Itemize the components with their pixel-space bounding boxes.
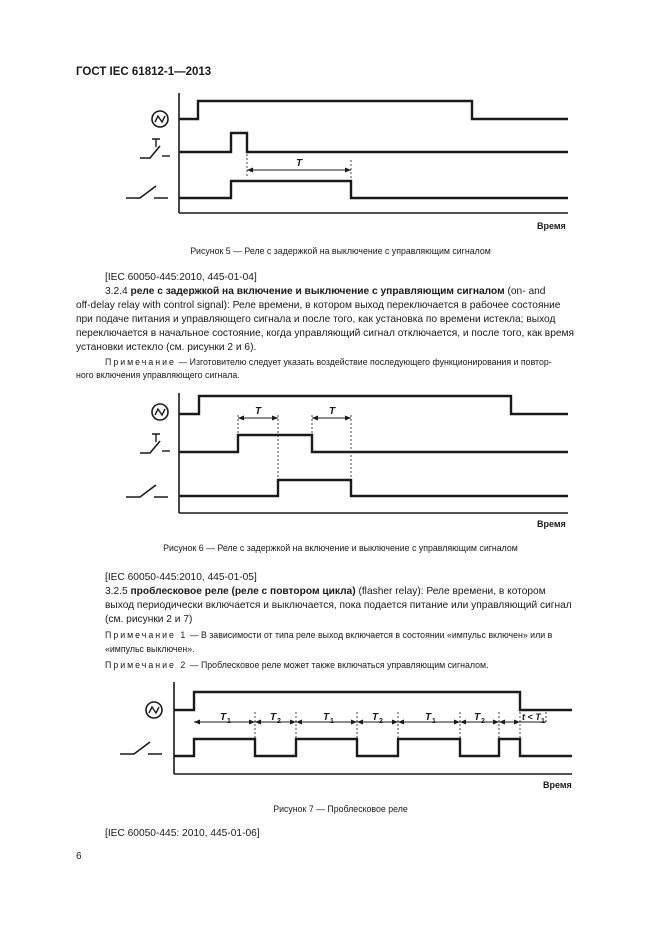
svg-text:1: 1	[330, 718, 334, 725]
note-2-label: Примечание 2	[105, 660, 188, 670]
section-324-line-3: при подаче питания и управляющего сигнала и после того, как установка по времени истекла; выход	[76, 314, 556, 325]
t2-label-2	[372, 712, 383, 725]
section-324-line-5: установки истекло (см. рисунки 2 и 6).	[76, 342, 257, 353]
section-324-number: 3.2.4	[105, 286, 128, 297]
output-waveform	[179, 480, 568, 496]
section-325-number: 3.2.5	[105, 586, 128, 597]
power-supply-icon	[152, 404, 168, 420]
figure-5-caption: Рисунок 5 — Реле с задержкой на выключение с управляющим сигналом	[190, 246, 491, 256]
svg-text:T: T	[220, 712, 227, 723]
svg-text:T: T	[270, 712, 277, 723]
control-switch-icon	[140, 139, 170, 158]
section-324-reference: [IEC 60050-445:2010, 445-01-04]	[105, 272, 257, 283]
figure-6-caption: Рисунок 6 — Реле с задержкой на включение и выключение с управляющим сигналом	[163, 543, 518, 553]
off-delay-label: T	[329, 406, 336, 417]
svg-text:T: T	[372, 712, 379, 723]
section-325-term: проблесковое реле (реле с повтором цикла)	[130, 586, 356, 597]
output-contact-icon	[126, 485, 168, 497]
section-325-note-1-line-2: «импульс выключен».	[105, 644, 195, 654]
output-waveform	[179, 181, 568, 198]
t1-label-1	[220, 712, 231, 725]
note-1-text: — В зависимости от типа реле выход включается в состоянии «импульс включен» или в	[189, 630, 553, 640]
svg-text:1: 1	[227, 718, 231, 725]
document-header: ГОСТ IEC 61812-1—2013	[76, 66, 212, 78]
section-325-reference: [IEC 60050-445:2010, 445-01-05]	[105, 572, 257, 583]
t1-label-2	[323, 712, 334, 725]
section-325-note-2	[105, 658, 489, 672]
control-waveform	[179, 133, 568, 152]
figure-7-caption: Рисунок 7 — Проблесковое реле	[273, 804, 408, 814]
svg-text:T: T	[425, 712, 432, 723]
t1-label-3	[425, 712, 436, 725]
on-delay-label: T	[255, 406, 262, 417]
svg-text:1: 1	[432, 718, 436, 725]
svg-text:t < T: t < T	[522, 712, 541, 722]
svg-text:2: 2	[481, 718, 485, 725]
figure-5-diagram	[0, 0, 661, 260]
section-324-first-line	[105, 284, 545, 299]
output-contact-icon	[126, 186, 168, 198]
svg-text:2: 2	[277, 718, 281, 725]
section-325-line-2: выход периодически включается и выключается, пока подается питание или управляющий сигнал	[105, 600, 572, 611]
time-axis-label: Время	[537, 221, 566, 231]
time-axis-label: Время	[537, 519, 566, 529]
note-text: — Изготовителю следует указать воздействие последующего функционирования и повтор-	[178, 357, 552, 367]
t2-label-3	[474, 712, 485, 725]
supply-waveform	[174, 692, 572, 710]
time-axis-label: Время	[543, 780, 572, 790]
section-325-note-1	[105, 628, 552, 642]
note-label: Примечание	[105, 357, 176, 367]
section-324-line-4: переключается в начальное состояние, когда управляющий сигнал отключается, и после того, как время	[76, 328, 575, 339]
svg-text:1: 1	[541, 718, 545, 725]
power-supply-icon	[146, 702, 162, 718]
last-interval-label	[522, 712, 545, 725]
section-325-first-line	[105, 584, 546, 599]
supply-waveform	[179, 396, 568, 414]
control-switch-icon	[140, 434, 170, 453]
t2-label-1	[270, 712, 281, 725]
supply-waveform	[179, 101, 568, 119]
control-waveform	[179, 435, 568, 452]
delay-interval-label: T	[296, 158, 303, 169]
section-325-english-start: (flasher relay): Реле времени, в котором	[358, 586, 546, 597]
section-324-note-line-2: ного включения управляющего сигнала.	[76, 370, 240, 380]
section-324-note	[105, 355, 552, 369]
final-reference: [IEC 60050-445: 2010, 445-01-06]	[105, 828, 260, 839]
section-324-english-start: (on- and	[507, 286, 546, 297]
section-324-term: реле с задержкой на включение и выключение с управляющим сигналом	[130, 286, 505, 297]
power-supply-icon	[152, 111, 168, 127]
svg-text:T: T	[474, 712, 481, 723]
flasher-output-waveform	[174, 739, 572, 756]
svg-text:2: 2	[379, 718, 383, 725]
svg-text:T: T	[323, 712, 330, 723]
page-number: 6	[76, 851, 82, 862]
figure-7-diagram	[0, 676, 661, 801]
output-contact-icon	[120, 742, 162, 754]
note-2-text: — Проблесковое реле может также включаться управляющим сигналом.	[189, 660, 489, 670]
figure-6-diagram	[0, 385, 661, 540]
section-325-line-3: (см. рисунки 2 и 7)	[105, 614, 193, 625]
section-324-line-2: off-delay relay with control signal): Реле времени, в котором выход переключается в рабочее состояние	[76, 300, 561, 311]
note-1-label: Примечание 1	[105, 630, 188, 640]
